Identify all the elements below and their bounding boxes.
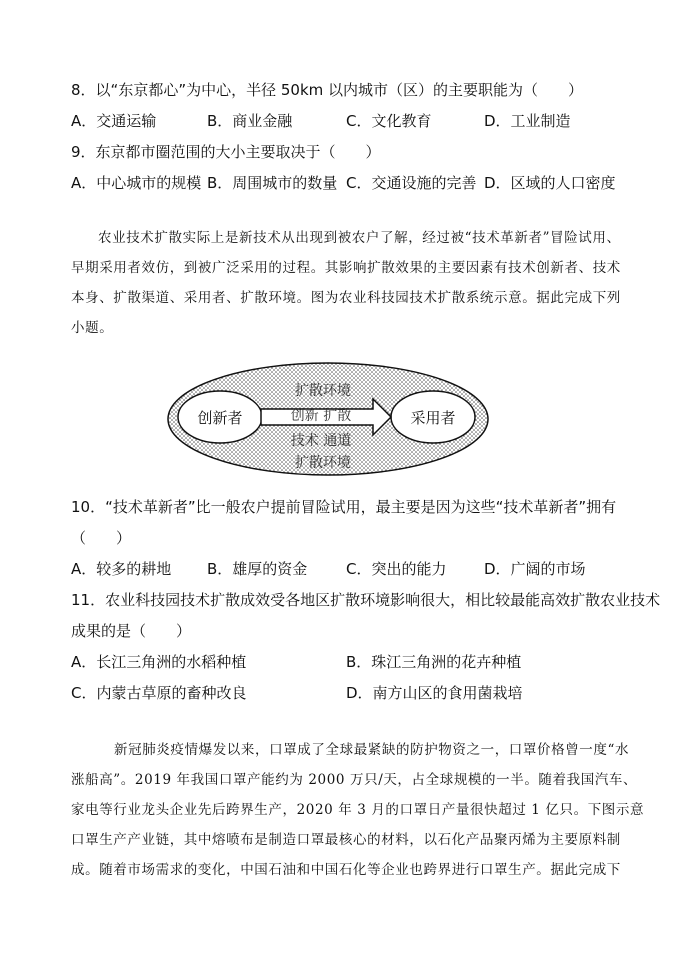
passage-line: 农业技术扩散实际上是新技术从出现到被农户了解，经过被“技术革新者”冒险试用、: [98, 230, 621, 246]
q11-option-c: C．内蒙古草原的畜种改良: [71, 684, 247, 702]
passage-line: 口罩生产产业链，其中熔喷布是制造口罩最核心的材料，以石化产品聚丙烯为主要原料制: [71, 832, 621, 848]
q10-option-a: A．较多的耕地: [71, 560, 172, 578]
q9-option-a: A．中心城市的规模: [71, 174, 202, 192]
q10-option-d: D．广阔的市场: [484, 560, 586, 578]
q11-option-a: A．长江三角洲的水稻种植: [71, 653, 247, 671]
innovator-label: 创新者: [197, 409, 243, 427]
q9-option-d: D．区域的人口密度: [484, 174, 616, 192]
passage-line: 新冠肺炎疫情爆发以来，口罩成了全球最紧缺的防护物资之一，口罩价格曾一度“水: [114, 742, 630, 758]
q8-option-c: C．文化教育: [346, 112, 432, 130]
q8-option-d: D．工业制造: [484, 112, 571, 130]
environment-label-bottom: 扩散环境: [295, 455, 351, 471]
adopter-label: 采用者: [410, 409, 456, 427]
arrow-label-bottom: 技术 通道: [290, 433, 352, 449]
q8-option-b: B．商业金融: [207, 112, 293, 130]
q11-stem: 11．农业科技园技术扩散成效受各地区扩散环境影响很大，相比较最能高效扩散农业技术: [71, 591, 661, 609]
q8-stem: 8．以“东京都心”为中心，半径 50km 以内城市（区）的主要职能为（ ）: [71, 81, 584, 99]
q9-option-b: B．周围城市的数量: [207, 174, 338, 192]
tech-diffusion-diagram: [163, 359, 493, 479]
q10-option-c: C．突出的能力: [346, 560, 447, 578]
passage-line: 涨船高”。2019 年我国口罩产能约为 2000 万只/天，占全球规模的一半。随着我国汽车、: [71, 772, 638, 788]
q10-stem: 10．“技术革新者”比一般农户提前冒险试用，最主要是因为这些“技术革新者”拥有: [71, 498, 617, 516]
q10-option-b: B．雄厚的资金: [207, 560, 308, 578]
q11-option-b: B．珠江三角洲的花卉种植: [346, 653, 522, 671]
passage-line: 成。随着市场需求的变化，中国石油和中国石化等企业也跨界进行口罩生产。据此完成下: [71, 862, 621, 878]
q9-stem: 9．东京都市圈范围的大小主要取决于（ ）: [71, 143, 381, 161]
q9-option-c: C．交通设施的完善: [346, 174, 477, 192]
passage-line: 早期采用者效仿，到被广泛采用的过程。其影响扩散效果的主要因素有技术创新者、技术: [71, 260, 621, 276]
passage-line: 家电等行业龙头企业先后跨界生产，2020 年 3 月的口罩日产量很快超过 1 亿只。下图示意: [71, 802, 645, 818]
q11-stem-cont: 成果的是（ ）: [71, 622, 192, 640]
q11-option-d: D．南方山区的食用菌栽培: [346, 684, 523, 702]
arrow-label-top: 创新 扩散: [290, 408, 352, 424]
environment-label-top: 扩散环境: [295, 383, 351, 399]
passage-line: 本身、扩散渠道、采用者、扩散环境。图为农业科技园技术扩散系统示意。据此完成下列: [71, 290, 621, 306]
passage-line: 小题。: [71, 320, 114, 336]
q10-stem-cont: （ ）: [71, 529, 132, 547]
q8-option-a: A．交通运输: [71, 112, 157, 130]
